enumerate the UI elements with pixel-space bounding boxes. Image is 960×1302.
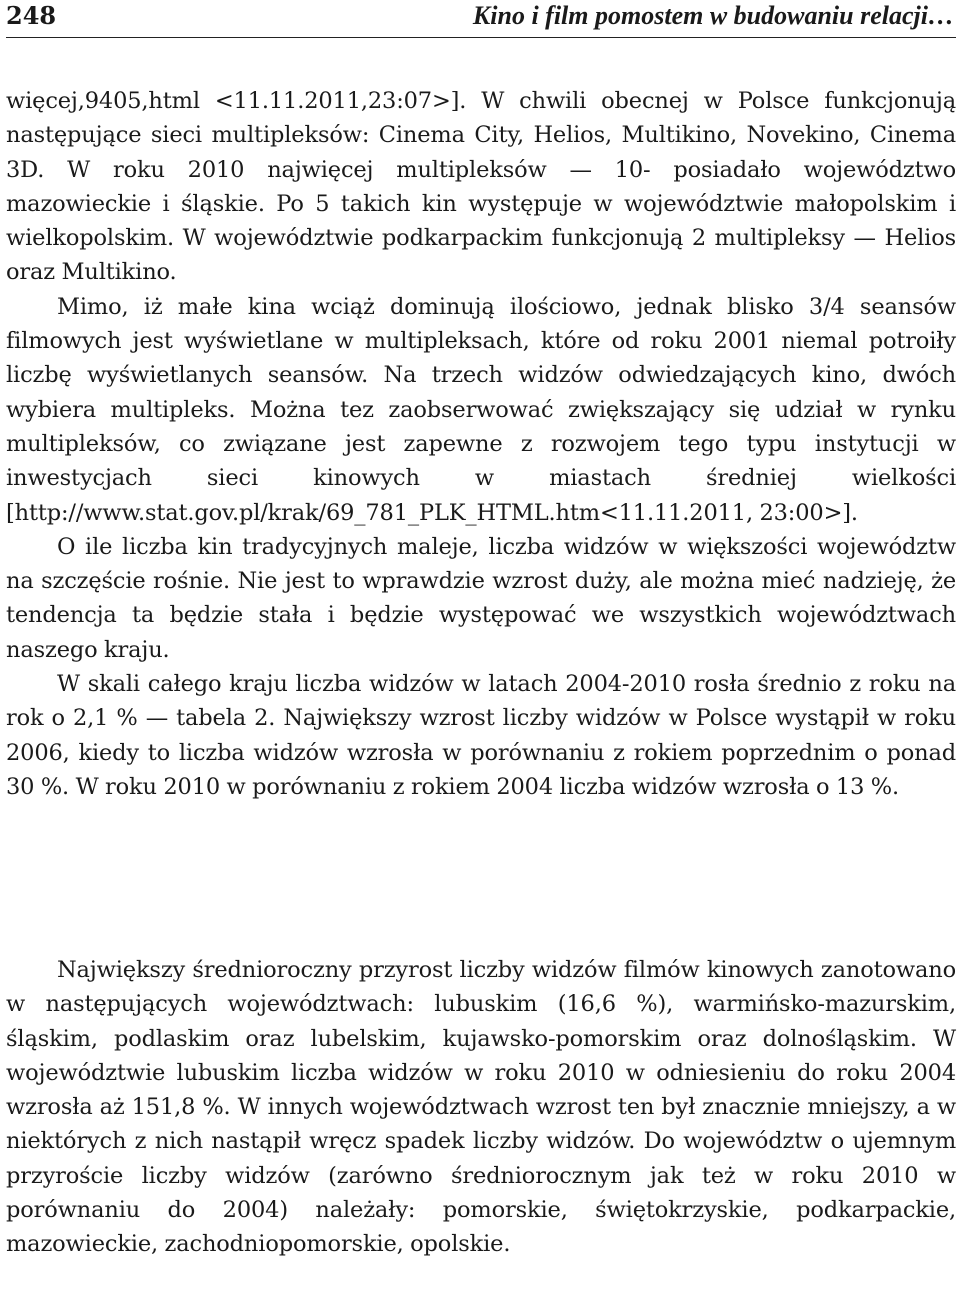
body-text-lower (6, 953, 956, 1262)
paragraph-multiplex-networks: więcej,9405,html <11.11.2011,23:07>]. W chwili obecnej w Polsce funkcjonują następujące sieci multipleksów: Cinema City, Helios, Multikino, Novekino, Cinema 3D. W roku 2010 najwięcej multipleksów — 10- posiadało województwo mazowieckie i śląskie. Po 5 takich kin występuje w województwie małopolskim i wielkopolskim. W województwie podkarpackim funkcjonują 2 multipleksy — Helios oraz Multikino. (6, 88, 956, 286)
paragraph-viewer-growth: O ile liczba kin tradycyjnych maleje, liczba widzów w większości województw na szczęście rośnie. Nie jest to wprawdzie wzrost duży, ale można mieć nadzieję, że tendencja ta będzie stała i będzie występować we wszystkich województwach naszego kraju. (6, 533, 956, 663)
paragraph-national-scale: W skali całego kraju liczba widzów w latach 2004-2010 rosła średnio z roku na rok o 2,1 % — tabela 2. Największy wzrost liczby widzów w Polsce wystąpił w roku 2006, kiedy to liczba widzów wzrosła w porównaniu z rokiem poprzednim o ponad 30 %. W roku 2010 w porównaniu z rokiem 2004 liczba widzów wzrosła o 13 %. (6, 671, 956, 800)
page-header (6, 0, 956, 40)
paragraph-regional-growth: Największy średnioroczny przyrost liczby widzów filmów kinowych zanotowano w następujących województwach: lubuskim (16,6 %), warmińsko-mazurskim, śląskim, podlaskim oraz lubelskim, kujawsko-pomorskim oraz dolnośląskim. W województwie lubuskim liczba widzów w roku 2010 w odniesieniu do roku 2004 wzrosła aż 151,8 %. W innych województwach wzrost ten był znacznie mniejszy, a w niektórych z nich nastąpił wręcz spadek liczby widzów. Do województw o ujemnym przyroście liczby widzów (zarówno średniorocznym jak też w roku 2010 w porównaniu do 2004) należały: pomorskie, świętokrzyskie, podkarpackie, mazowieckie, zachodniopomorskie, opolskie. (6, 957, 956, 1258)
running-title: Kino i film pomostem w budowaniu relacji… (472, 1, 954, 30)
paragraph-screenings-share: Mimo, iż małe kina wciąż dominują ilościowo, jednak blisko 3/4 seansów filmowych jest wyświetlane w multipleksach, które od roku 2001 niemal potroiły liczbę wyświetlanych seansów. Na trzech widzów odwiedzających kino, dwóch wybiera multipleks. Można tez zaobserwować zwiększający się udział w rynku multipleksów, co związane jest zapewne z rozwojem tego typu instytucji w inwestycjach sieci kinowych w miastach średniej wielkości [http://www.stat.gov.pl/krak/69_781_PLK_HTML.htm<11.11.2011, 23:00>]. (6, 293, 956, 526)
page-number: 248 (6, 1, 57, 30)
book-page (6, 0, 956, 1258)
header-rule (6, 37, 956, 38)
body-text-upper (6, 84, 956, 804)
